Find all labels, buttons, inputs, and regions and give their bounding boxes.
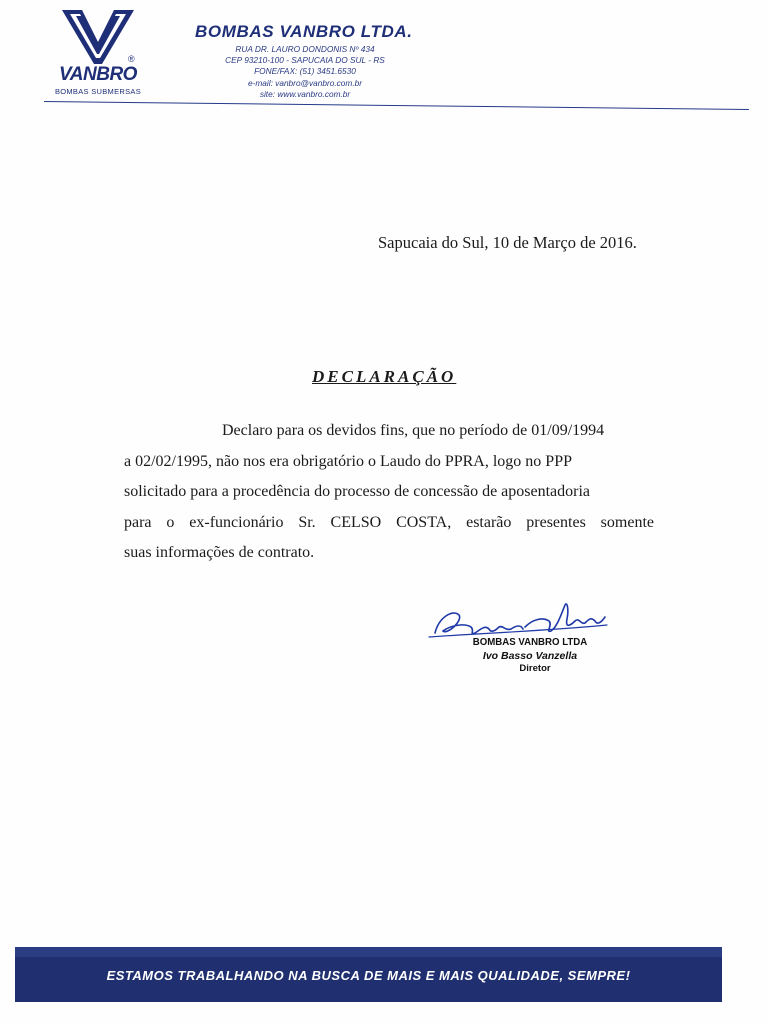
address-email: e-mail: vanbro@vanbro.com.br <box>247 77 363 88</box>
logo-wordmark: VANBRO <box>59 64 137 85</box>
header-divider <box>44 101 749 110</box>
declaration-body <box>124 416 654 569</box>
document-title: DECLARAÇÃO <box>312 367 457 386</box>
signature-stamp <box>445 636 615 675</box>
vanbro-v-logo-icon <box>60 8 136 66</box>
address-phone: FONE/FAX: (51) 3451.6530 <box>254 66 356 77</box>
address-cep: CEP 93210-100 - SAPUCAIA DO SUL - RS <box>225 55 385 66</box>
body-line: a 02/02/1995, não nos era obrigatório o Laudo do PPRA, logo no PPP <box>124 452 572 470</box>
logo-subtitle: BOMBAS SUBMERSAS <box>54 87 142 96</box>
body-line: suas informações de contrato. <box>124 544 315 561</box>
address-street: RUA DR. LAURO DONDONIS Nº 434 <box>235 44 375 54</box>
stamp-company: BOMBAS VANBRO LTDA <box>472 636 588 648</box>
company-logo <box>48 8 148 96</box>
footer-slogan: ESTAMOS TRABALHANDO NA BUSCA DE MAIS E MAIS QUALIDADE, SEMPRE! <box>106 968 631 983</box>
body-line: Declaro para os devidos fins, que no período de 01/09/1994 <box>222 422 605 439</box>
document-date: Sapucaia do Sul, 10 de Março de 2016. <box>378 233 637 252</box>
footer-banner <box>15 947 722 1002</box>
body-line: solicitado para a procedência do processo de concessão de aposentadoria <box>124 483 591 500</box>
address-site: site: www.vanbro.com.br <box>259 88 351 99</box>
body-line: para o ex-funcionário Sr. CELSO COSTA, estarão presentes somente <box>124 513 654 531</box>
company-address <box>210 44 400 100</box>
company-name: BOMBAS VANBRO LTDA. <box>195 22 413 41</box>
stamp-signer-name: Ivo Basso Vanzella <box>482 650 578 662</box>
stamp-signer-role: Diretor <box>519 663 551 674</box>
registered-mark: ® <box>128 54 135 64</box>
